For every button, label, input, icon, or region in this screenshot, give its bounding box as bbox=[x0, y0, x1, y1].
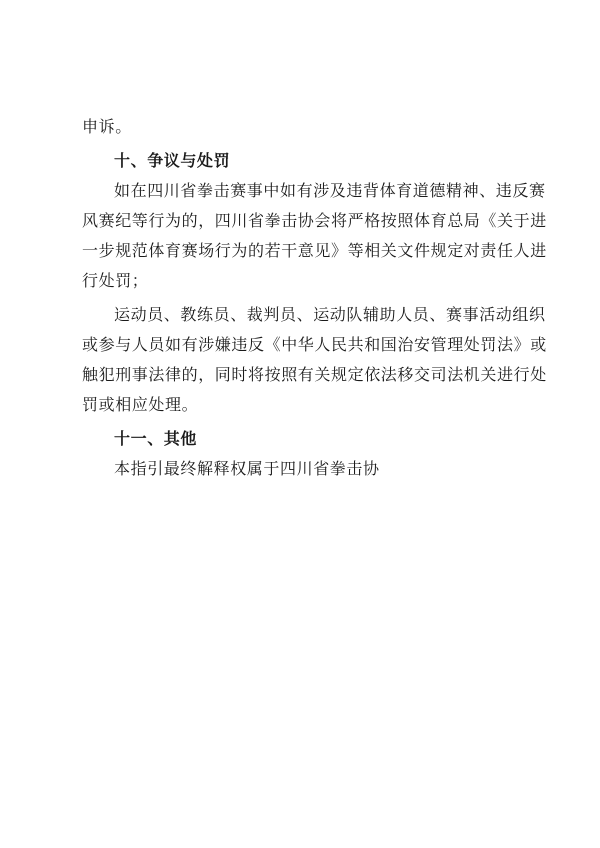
paragraph-line: 一步规范体育赛场行为的若干意见》等相关文件规定对责任人进 bbox=[82, 241, 547, 260]
document-body bbox=[82, 112, 547, 488]
section-11-paragraph-1 bbox=[82, 454, 528, 484]
paragraph-line: 运动员、教练员、裁判员、运动队辅助人员、赛事活动组织 bbox=[114, 305, 546, 324]
paragraph-line: 本指引最终解释权属于四川省拳击协 bbox=[114, 459, 380, 478]
section-11-heading: 十一、其他 bbox=[114, 429, 198, 448]
intro-line: 申诉。 bbox=[82, 117, 132, 136]
paragraph-line: 行处罚； bbox=[82, 271, 149, 290]
paragraph-line: 风赛纪等行为的，四川省拳击协会将严格按照体育总局《关于进 bbox=[82, 211, 547, 230]
section-10-heading: 十、争议与处罚 bbox=[114, 151, 231, 170]
paragraph-line: 触犯刑事法律的，同时将按照有关规定依法移交司法机关进行处 bbox=[82, 365, 547, 384]
paragraph-line: 如在四川省拳击赛事中如有涉及违背体育道德精神、违反赛 bbox=[114, 181, 546, 200]
section-10-paragraph-2 bbox=[82, 300, 547, 420]
paragraph-line: 罚或相应处理。 bbox=[82, 395, 199, 414]
section-10-paragraph-1 bbox=[82, 176, 547, 296]
paragraph-line: 或参与人员如有涉嫌违反《中华人民共和国治安管理处罚法》或 bbox=[82, 335, 547, 354]
